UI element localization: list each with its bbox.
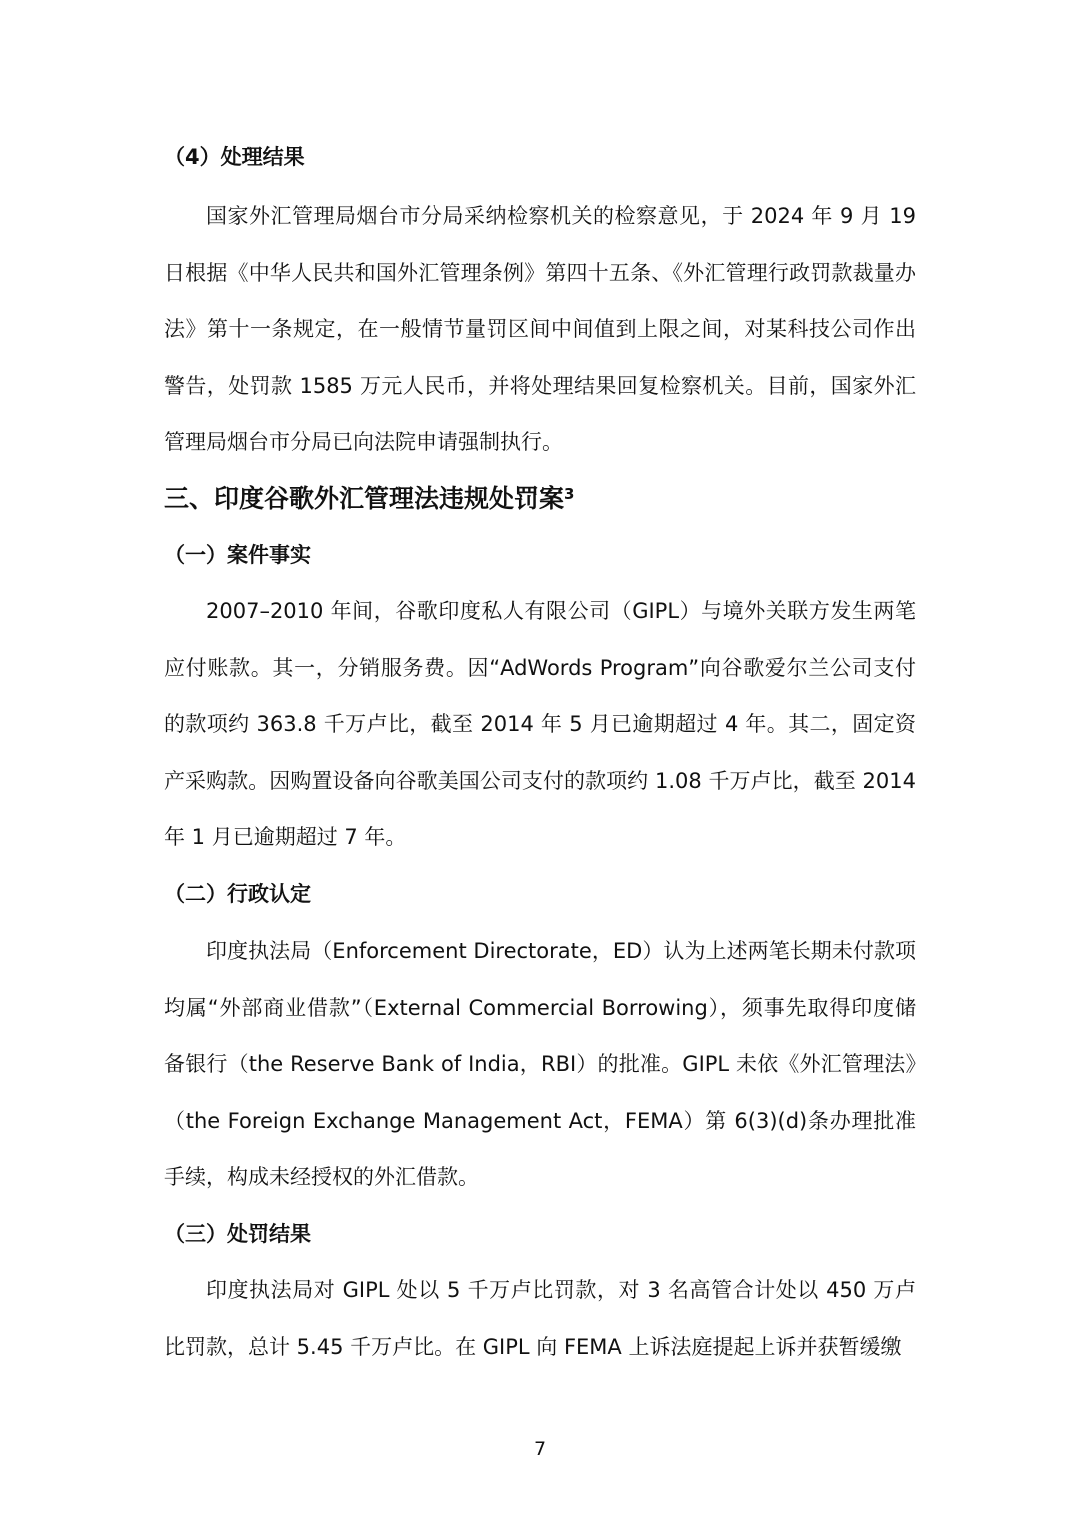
section-heading-text: 三、印度谷歌外汇管理法违规处罚案 xyxy=(164,484,565,513)
paragraph-case-facts: 2007–2010 年间，谷歌印度私人有限公司（GIPL）与境外关联方发生两笔应付账款。其一，分销服务费。因“AdWords Program”向谷歌爱尔兰公司支付的款项约 363.8 千万卢比，截至 2014 年 5 月已逾期超过 4 年。其二，固定资产采购款。因购置设备向谷歌美国公司支付的款项约 1.08 千万卢比，截至 2014 年 1 月已逾期超过 7 年。 xyxy=(164,599,916,850)
subheading-administrative-determination: （二）行政认定 xyxy=(164,882,311,906)
heading-processing-result: （4）处理结果 xyxy=(164,145,305,169)
subheading-penalty-result: （三）处罚结果 xyxy=(164,1222,311,1246)
subheading-case-facts: （一）案件事实 xyxy=(164,543,311,567)
paragraph-administrative-determination: 印度执法局（Enforcement Directorate，ED）认为上述两笔长期未付款项均属“外部商业借款”（External Commercial Borrowing），须事先取得印度储备银行（the Reserve Bank of India，RBI）的批准。GIPL 未依《外汇管理法》（the Foreign Exchange Management Act，FEMA）第 6(3)(d)条办理批准手续，构成未经授权的外汇借款。 xyxy=(164,939,916,1190)
page-number: 7 xyxy=(533,1438,547,1460)
section-heading-india-google xyxy=(164,482,916,516)
paragraph-processing-result: 国家外汇管理局烟台市分局采纳检察机关的检察意见，于 2024 年 9 月 19 日根据《中华人民共和国外汇管理条例》第四十五条、《外汇管理行政罚款裁量办法》第十一条规定，在一般情节量罚区间中间值到上限之间，对某科技公司作出警告，处罚款 1585 万元人民币，并将处理结果回复检察机关。目前，国家外汇管理局烟台市分局已向法院申请强制执行。 xyxy=(164,204,916,455)
paragraph-penalty-result: 印度执法局对 GIPL 处以 5 千万卢比罚款，对 3 名高管合计处以 450 万卢比罚款，总计 5.45 千万卢比。在 GIPL 向 FEMA 上诉法庭提起上诉并获暂缓缴 xyxy=(164,1278,916,1359)
footnote-marker: 3 xyxy=(564,485,575,503)
